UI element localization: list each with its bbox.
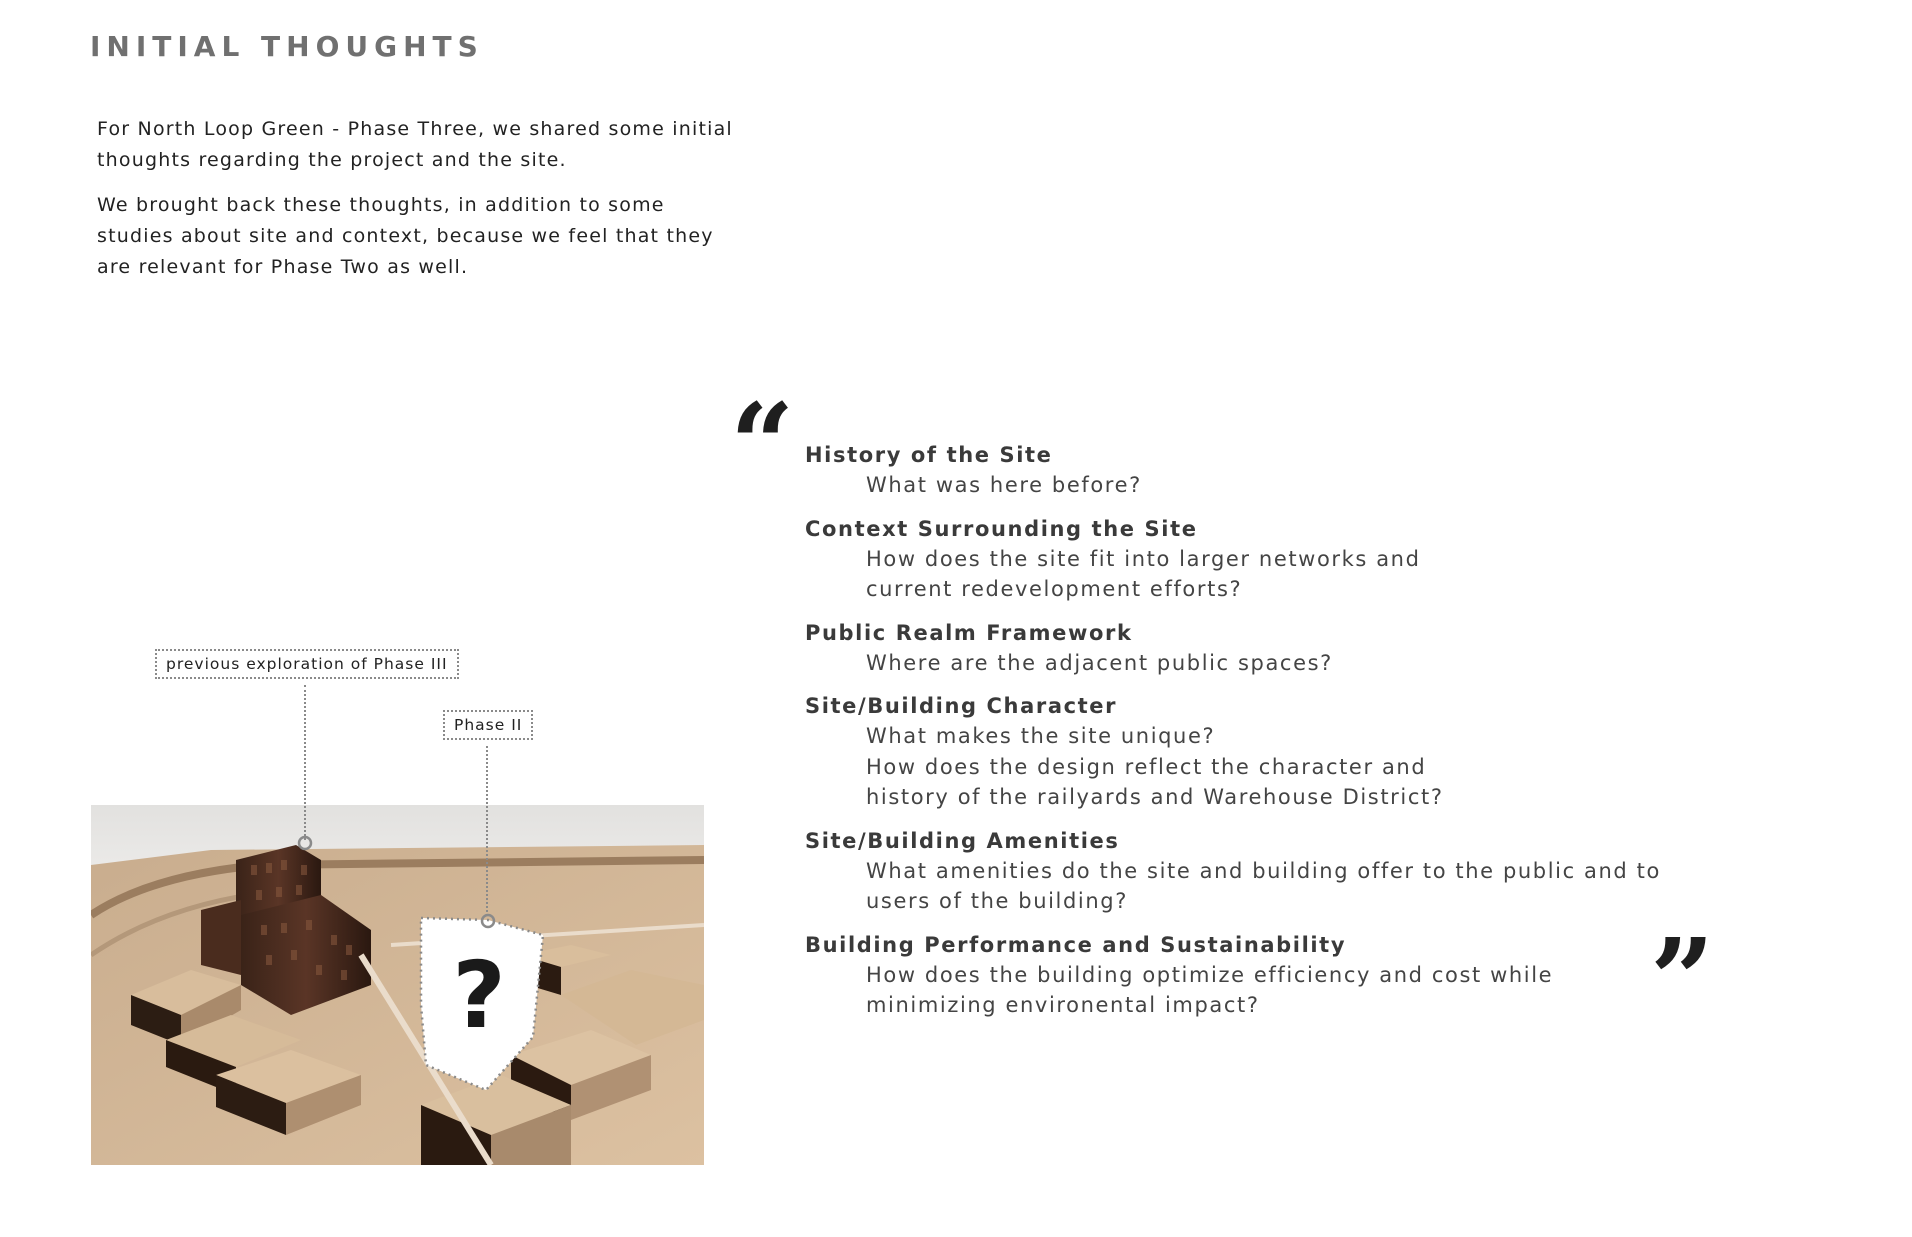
leader-line-previous — [304, 685, 306, 840]
topic-public-realm — [805, 618, 1705, 679]
topic-history — [805, 440, 1705, 501]
topic-performance — [805, 930, 1705, 1021]
topic-question: How does the building optimize efficiency and cost while — [866, 962, 1554, 987]
question-mark: ? — [452, 942, 506, 1049]
topic-heading: Context Surrounding the Site — [805, 516, 1198, 541]
topic-character — [805, 691, 1705, 813]
topic-question: Where are the adjacent public spaces? — [866, 650, 1333, 675]
topic-heading: Building Performance and Sustainability — [805, 932, 1347, 957]
open-quote-icon: “ — [730, 380, 795, 511]
topic-context — [805, 514, 1705, 605]
topic-question: What was here before? — [866, 473, 1142, 497]
intro-paragraph-2: We brought back these thoughts, in addition to some studies about site and context, because we feel that they are relevant for Phase Two as well. — [97, 194, 714, 278]
topic-question: What makes the site unique? — [866, 724, 1216, 748]
topics-list — [805, 440, 1705, 1034]
topic-amenities — [805, 826, 1705, 917]
intro-text — [97, 114, 737, 297]
topic-question: What amenities do the site and building offer to the public and to — [866, 858, 1661, 883]
intro-paragraph-1: For North Loop Green - Phase Three, we shared some initial thoughts regarding the project and the site. — [97, 118, 733, 171]
site-model-photo — [91, 805, 704, 1165]
topic-question: How does the design reflect the character and — [866, 754, 1427, 779]
topic-heading: Public Realm Framework — [805, 620, 1133, 645]
label-previous-exploration: previous exploration of Phase III — [155, 649, 459, 679]
page-title: INITIAL THOUGHTS — [90, 30, 484, 63]
topic-question: current redevelopment efforts? — [866, 577, 1243, 601]
topic-question: minimizing environental impact? — [866, 993, 1260, 1017]
topic-heading: Site/Building Character — [805, 694, 1118, 718]
topic-question: users of the building? — [866, 889, 1128, 913]
topic-heading: Site/Building Amenities — [805, 828, 1120, 853]
leader-line-phase — [486, 746, 488, 916]
topic-heading: History of the Site — [805, 443, 1053, 467]
topic-question: history of the railyards and Warehouse District? — [866, 785, 1444, 809]
site-model-image — [91, 805, 704, 1165]
close-quote-icon: ” — [1650, 915, 1715, 1046]
label-phase-two: Phase II — [443, 710, 533, 740]
topic-question: How does the site fit into larger networks and — [866, 546, 1421, 571]
